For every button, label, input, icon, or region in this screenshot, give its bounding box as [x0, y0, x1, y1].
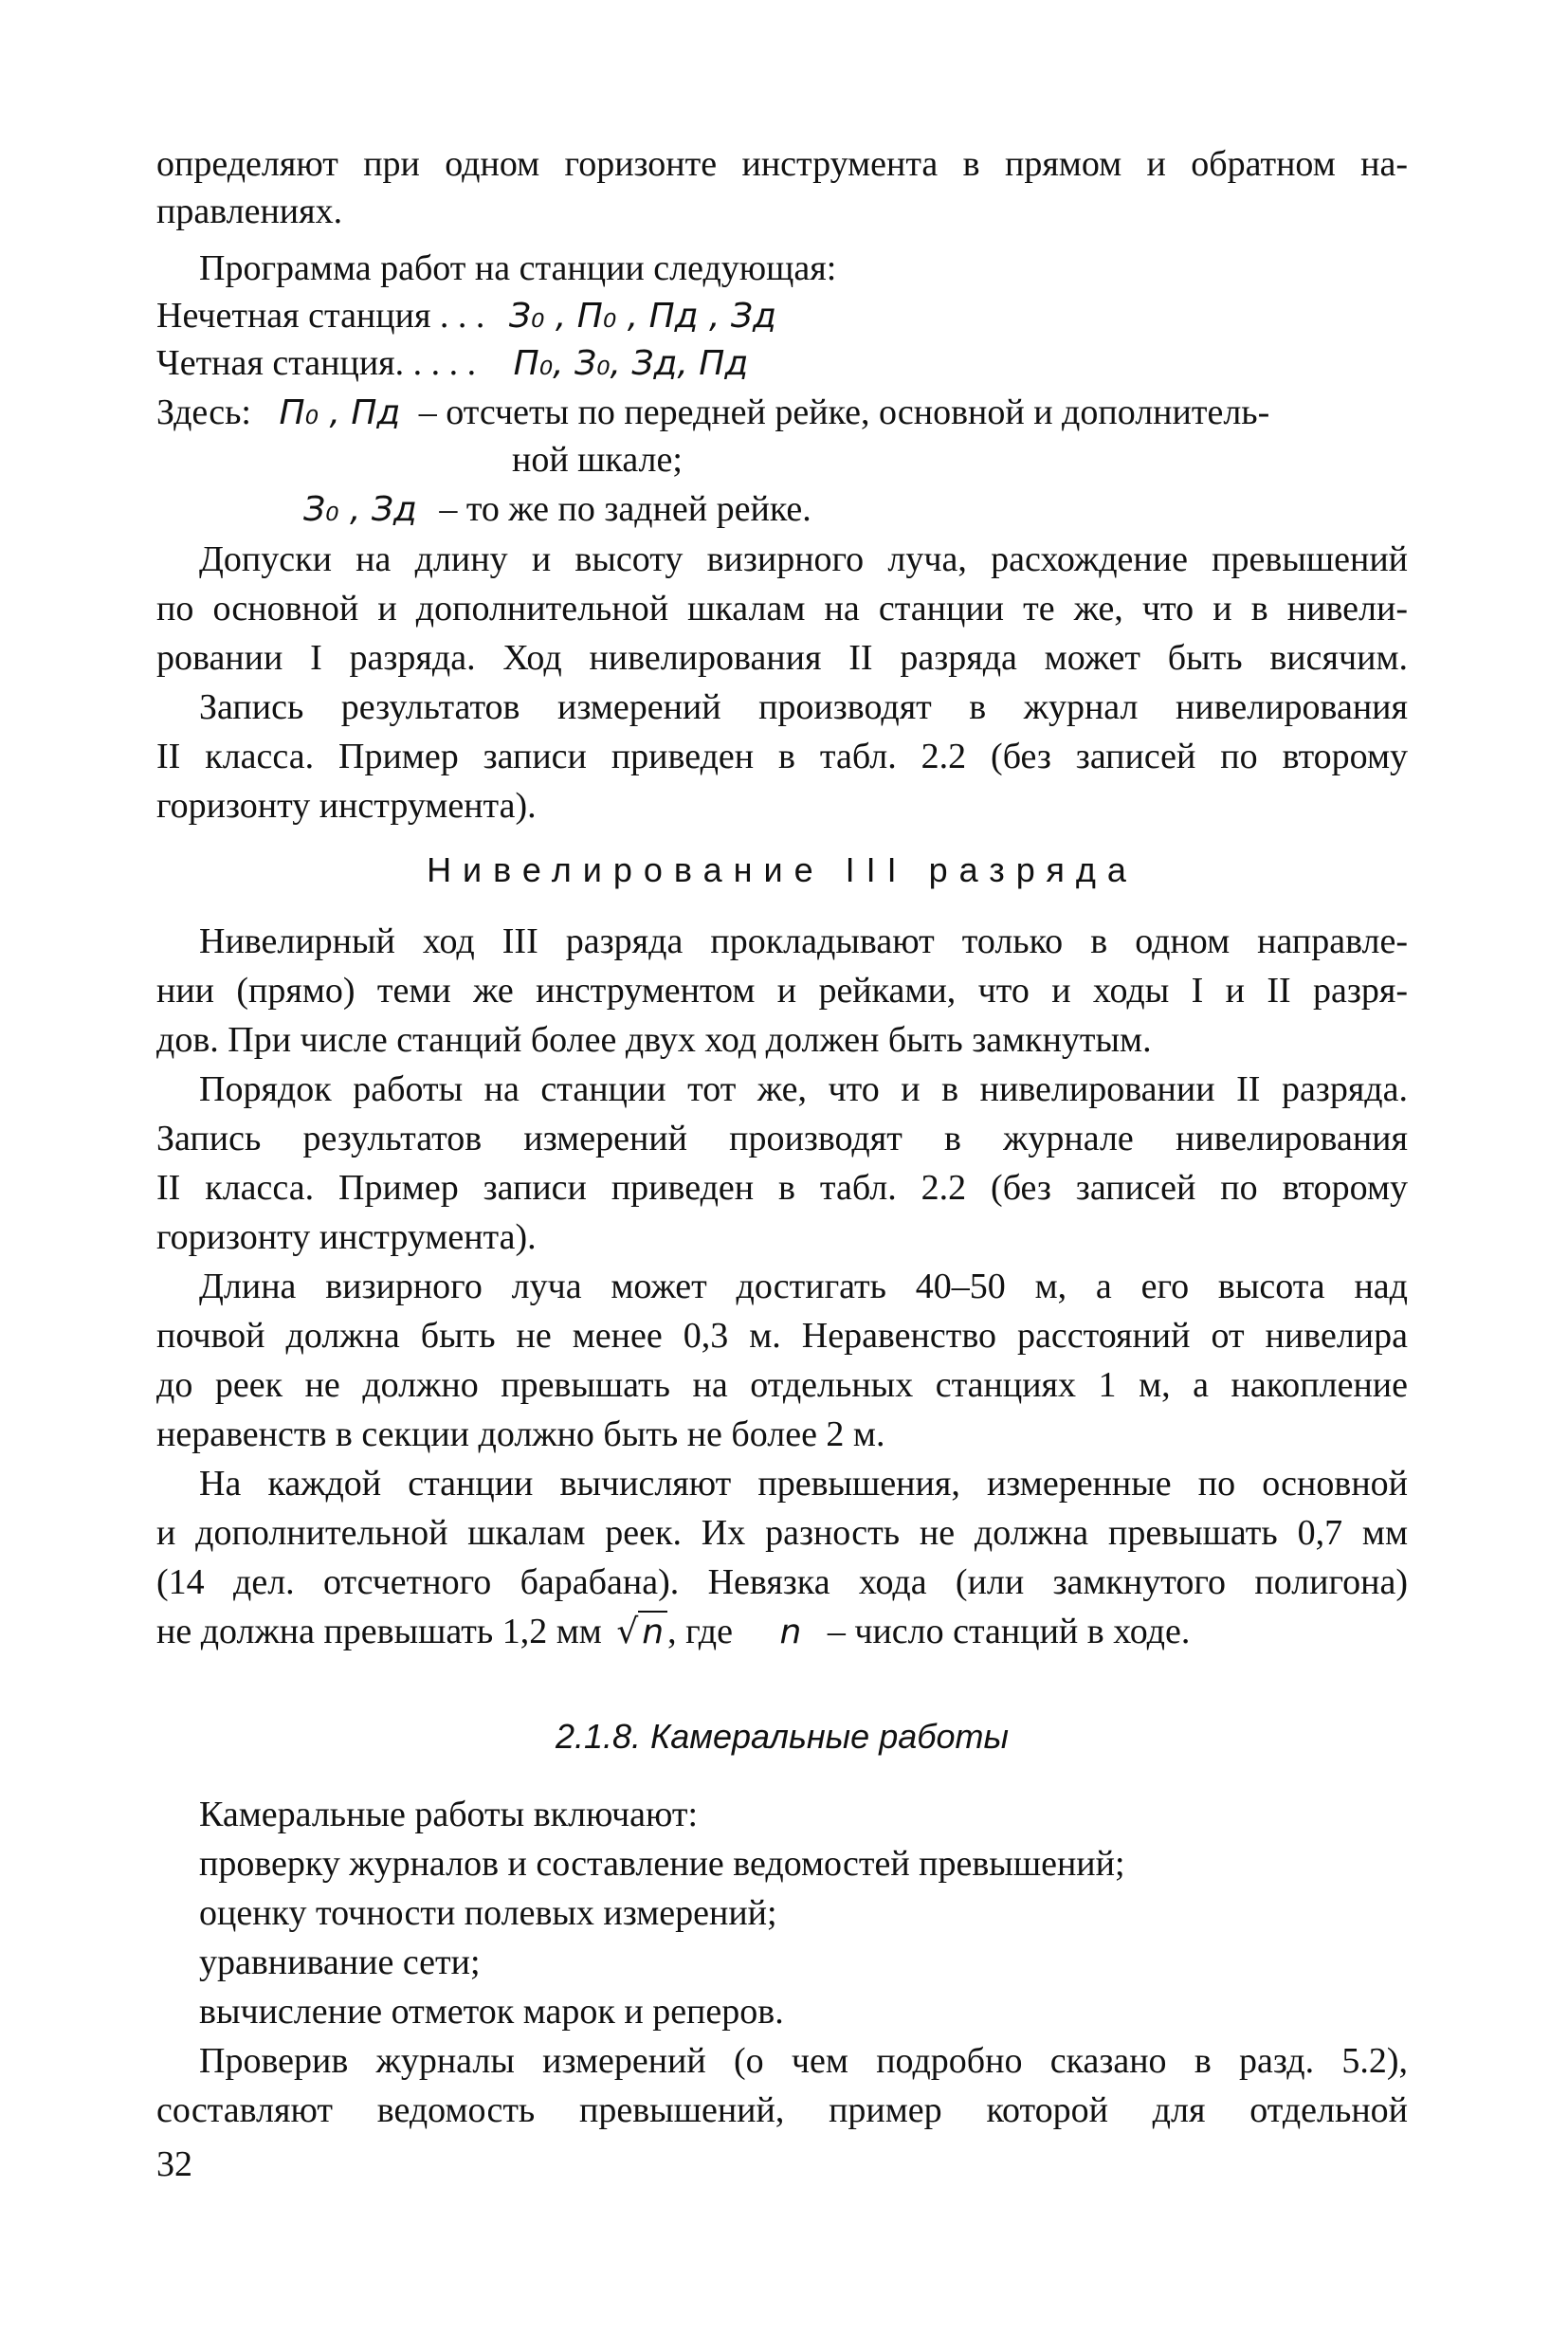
paragraph-line: Порядок работы на станции тот же, что и в нивелировании II разряда. — [199, 1069, 1408, 1109]
list-intro: Камеральные работы включают: — [199, 1795, 699, 1834]
program-odd-row — [156, 292, 1408, 340]
here-row-1 — [156, 389, 1408, 437]
back-rod-symbols: З₀ , Зд — [303, 490, 417, 529]
paragraph-line: дов. При числе станций более двух ход должен быть замкнутым. — [156, 1020, 1152, 1060]
sqrt-sign: √ n — [616, 1613, 667, 1651]
paragraph-line: нии (прямо) теми же инструментом и рейками, что и ходы I и II разря- — [156, 971, 1408, 1011]
paragraph-line: (14 дел. отсчетного барабана). Невязка хода (или замкнутого полигона) — [156, 1562, 1408, 1602]
paragraph-line: составляют ведомость превышений, пример которой для отдельной — [156, 2090, 1408, 2130]
front-rod-description: – отсчеты по передней рейке, основной и дополнитель- — [418, 392, 1270, 432]
here-label: Здесь: — [156, 392, 251, 432]
front-rod-symbols: П₀ , Пд — [279, 393, 401, 432]
paragraph-line: горизонту инструмента). — [156, 786, 537, 826]
program-intro: Программа работ на станции следующая: — [199, 248, 837, 288]
even-station-sequence: П₀, З₀, Зд, Пд — [513, 344, 749, 383]
paragraph-line: по основной и дополнительной шкалам на станции те же, что и в нивели- — [156, 589, 1408, 629]
paragraph-line: и дополнительной шкалам реек. Их разность не должна превышать 0,7 мм — [156, 1513, 1408, 1553]
paragraph-line: горизонту инструмента). — [156, 1217, 537, 1257]
even-station-label: Четная станция. . . . . — [156, 343, 477, 383]
formula-text-after: – число станций в ходе. — [827, 1612, 1191, 1651]
list-item: оценку точности полевых измерений; — [199, 1893, 777, 1933]
here-row-1-cont: ной шкале; — [512, 440, 683, 480]
paragraph-line: Запись результатов измерений производят в журнале нивелирования — [156, 1119, 1408, 1158]
paragraph-line: II класса. Пример записи приведен в табл. 2.2 (без записей по второму — [156, 737, 1408, 776]
formula-variable: n — [779, 1613, 802, 1651]
here-row-2 — [303, 485, 811, 534]
odd-station-sequence: З₀ , П₀ , Пд , Зд — [508, 297, 776, 336]
paragraph-line: ровании I разряда. Ход нивелирования II разряда может быть висячим. — [156, 638, 1408, 678]
list-item: уравнивание сети; — [199, 1942, 481, 1982]
paragraph-line: II класса. Пример записи приведен в табл. 2.2 (без записей по второму — [156, 1168, 1408, 1208]
paragraph-line: Допуски на длину и высоту визирного луча, расхождение превышений — [199, 539, 1408, 579]
section-heading: Нивелирование III разряда — [427, 850, 1138, 889]
text-line: правлениях. — [156, 191, 343, 231]
sqrt-argument: n — [638, 1611, 667, 1651]
back-rod-description: – то же по задней рейке. — [439, 489, 811, 529]
page-number: 32 — [156, 2144, 192, 2184]
formula-text-before: не должна превышать 1,2 мм — [156, 1612, 602, 1651]
paragraph-line: до реек не должно превышать на отдельных станциях 1 м, а накопление — [156, 1365, 1408, 1405]
odd-station-label: Нечетная станция . . . — [156, 296, 485, 336]
program-even-row — [156, 339, 1408, 388]
paragraph-line: На каждой станции вычисляют превышения, измеренные по основной — [199, 1464, 1408, 1504]
paragraph-line: почвой должна быть не менее 0,3 м. Неравенство расстояний от нивелира — [156, 1316, 1408, 1356]
paragraph-line: Нивелирный ход III разряда прокладывают только в одном направле- — [199, 921, 1408, 961]
paragraph-line: Проверив журналы измерений (о чем подробно сказано в разд. 5.2), — [199, 2041, 1408, 2081]
paragraph-line: Длина визирного луча может достигать 40–50 м, а его высота над — [199, 1267, 1408, 1306]
formula-line — [156, 1608, 1190, 1656]
list-item: вычисление отметок марок и реперов. — [199, 1992, 784, 2032]
text-line: определяют при одном горизонте инструмента в прямом и обратном на- — [156, 144, 1408, 184]
list-item: проверку журналов и составление ведомостей превышений; — [199, 1844, 1125, 1884]
paragraph-line: Запись результатов измерений производят в журнал нивелирования — [199, 687, 1408, 727]
subsection-heading: 2.1.8. Камеральные работы — [555, 1717, 1009, 1756]
formula-text-middle: , где — [667, 1612, 733, 1651]
paragraph-line: неравенств в секции должно быть не более 2 м. — [156, 1414, 885, 1454]
